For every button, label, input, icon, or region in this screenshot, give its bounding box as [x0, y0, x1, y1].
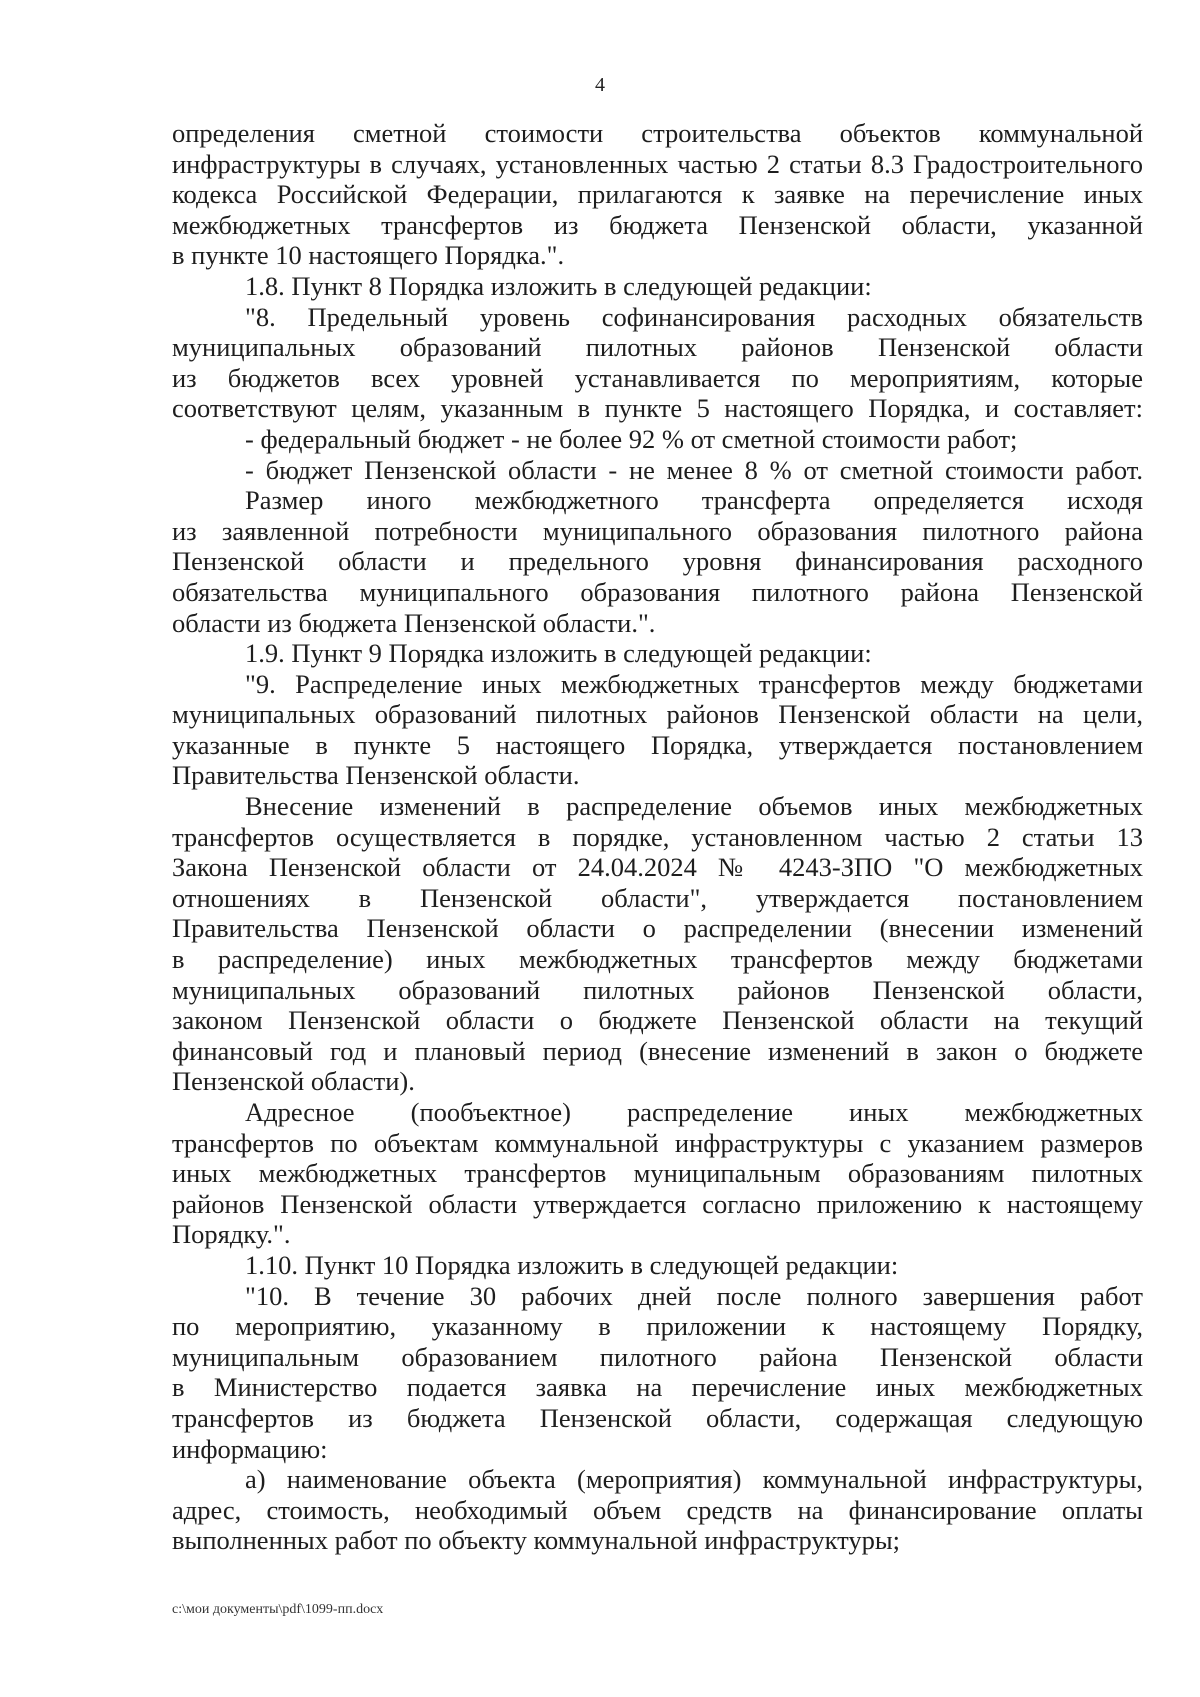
- text-line: в пункте 10 настоящего Порядка.".: [172, 240, 565, 271]
- text-line: адрес, стоимость, необходимый объем средств на финансирование оплаты: [172, 1494, 1143, 1525]
- document-body: [172, 118, 1143, 1556]
- text-line: кодекса Российской Федерации, прилагаются к заявке на перечисление иных: [172, 179, 1143, 210]
- text-line: Размер иного межбюджетного трансферта определяется исходя: [245, 485, 1143, 516]
- text-line: иных межбюджетных трансфертов муниципальным образованиям пилотных: [172, 1158, 1143, 1189]
- text-line: муниципальным образованием пилотного района Пензенской области: [172, 1341, 1143, 1372]
- text-line: определения сметной стоимости строительства объектов коммунальной: [172, 118, 1143, 148]
- text-line: Пензенской области).: [172, 1066, 415, 1097]
- text-line: межбюджетных трансфертов из бюджета Пензенской области, указанной: [172, 209, 1143, 240]
- text-line: трансфертов осуществляется в порядке, установленном частью 2 статьи 13: [172, 821, 1143, 852]
- text-line: трансфертов по объектам коммунальной инфраструктуры с указанием размеров: [172, 1127, 1143, 1158]
- text-line: "8. Предельный уровень софинансирования расходных обязательств: [245, 301, 1143, 332]
- text-line: Пензенской области и предельного уровня финансирования расходного: [172, 546, 1143, 577]
- text-line: Внесение изменений в распределение объемов иных межбюджетных: [245, 791, 1143, 822]
- text-line: - федеральный бюджет - не более 92 % от сметной стоимости работ;: [245, 423, 1018, 454]
- text-line: финансовый год и плановый период (внесение изменений в закон о бюджете: [172, 1035, 1143, 1066]
- text-line: а) наименование объекта (мероприятия) коммунальной инфраструктуры,: [245, 1464, 1143, 1495]
- text-line: области из бюджета Пензенской области.".: [172, 607, 656, 638]
- text-line: Порядку.".: [172, 1219, 291, 1250]
- text-line: "9. Распределение иных межбюджетных трансфертов между бюджетами: [245, 668, 1143, 699]
- text-line: соответствуют целям, указанным в пункте 5 настоящего Порядка, и составляет:: [172, 393, 1143, 424]
- file-path-footer: c:\мои документы\pdf\1099-пп.docx: [172, 1602, 384, 1617]
- text-line: 1.8. Пункт 8 Порядка изложить в следующей редакции:: [245, 270, 872, 301]
- text-line: информацию:: [172, 1433, 328, 1464]
- page-number: 4: [595, 74, 605, 96]
- text-line: указанные в пункте 5 настоящего Порядка, утверждается постановлением: [172, 729, 1143, 760]
- text-line: "10. В течение 30 рабочих дней после полного завершения работ: [245, 1280, 1143, 1311]
- text-line: отношениях в Пензенской области", утверждается постановлением: [172, 882, 1143, 913]
- text-line: 1.9. Пункт 9 Порядка изложить в следующей редакции:: [245, 638, 872, 669]
- text-line: выполненных работ по объекту коммунальной инфраструктуры;: [172, 1525, 901, 1556]
- text-line: из заявленной потребности муниципального образования пилотного района: [172, 515, 1143, 546]
- text-line: в Министерство подается заявка на перечисление иных межбюджетных: [172, 1372, 1143, 1403]
- text-line: трансфертов из бюджета Пензенской области, содержащая следующую: [172, 1402, 1143, 1433]
- text-line: в распределение) иных межбюджетных трансфертов между бюджетами: [172, 944, 1143, 975]
- text-line: из бюджетов всех уровней устанавливается по мероприятиям, которые: [172, 362, 1143, 393]
- text-line: муниципальных образований пилотных районов Пензенской области на цели,: [172, 699, 1143, 730]
- text-line: Правительства Пензенской области о распределении (внесении изменений: [172, 913, 1143, 944]
- text-line: - бюджет Пензенской области - не менее 8 % от сметной стоимости работ.: [245, 454, 1143, 485]
- text-line: Правительства Пензенской области.: [172, 760, 580, 791]
- text-line: муниципальных образований пилотных районов Пензенской области: [172, 332, 1143, 363]
- text-line: обязательства муниципального образования пилотного района Пензенской: [172, 576, 1143, 607]
- text-line: Закона Пензенской области от 24.04.2024 № 4243-ЗПО "О межбюджетных: [172, 852, 1143, 883]
- text-line: инфраструктуры в случаях, установленных частью 2 статьи 8.3 Градостроительного: [172, 148, 1143, 179]
- text-line: муниципальных образований пилотных районов Пензенской области,: [172, 974, 1143, 1005]
- text-line: 1.10. Пункт 10 Порядка изложить в следующей редакции:: [245, 1249, 899, 1280]
- text-line: Адресное (пообъектное) распределение иных межбюджетных: [245, 1097, 1143, 1127]
- text-line: законом Пензенской области о бюджете Пензенской области на текущий: [172, 1005, 1143, 1036]
- text-line: по мероприятию, указанному в приложении к настоящему Порядку,: [172, 1311, 1143, 1342]
- text-line: районов Пензенской области утверждается согласно приложению к настоящему: [172, 1188, 1143, 1219]
